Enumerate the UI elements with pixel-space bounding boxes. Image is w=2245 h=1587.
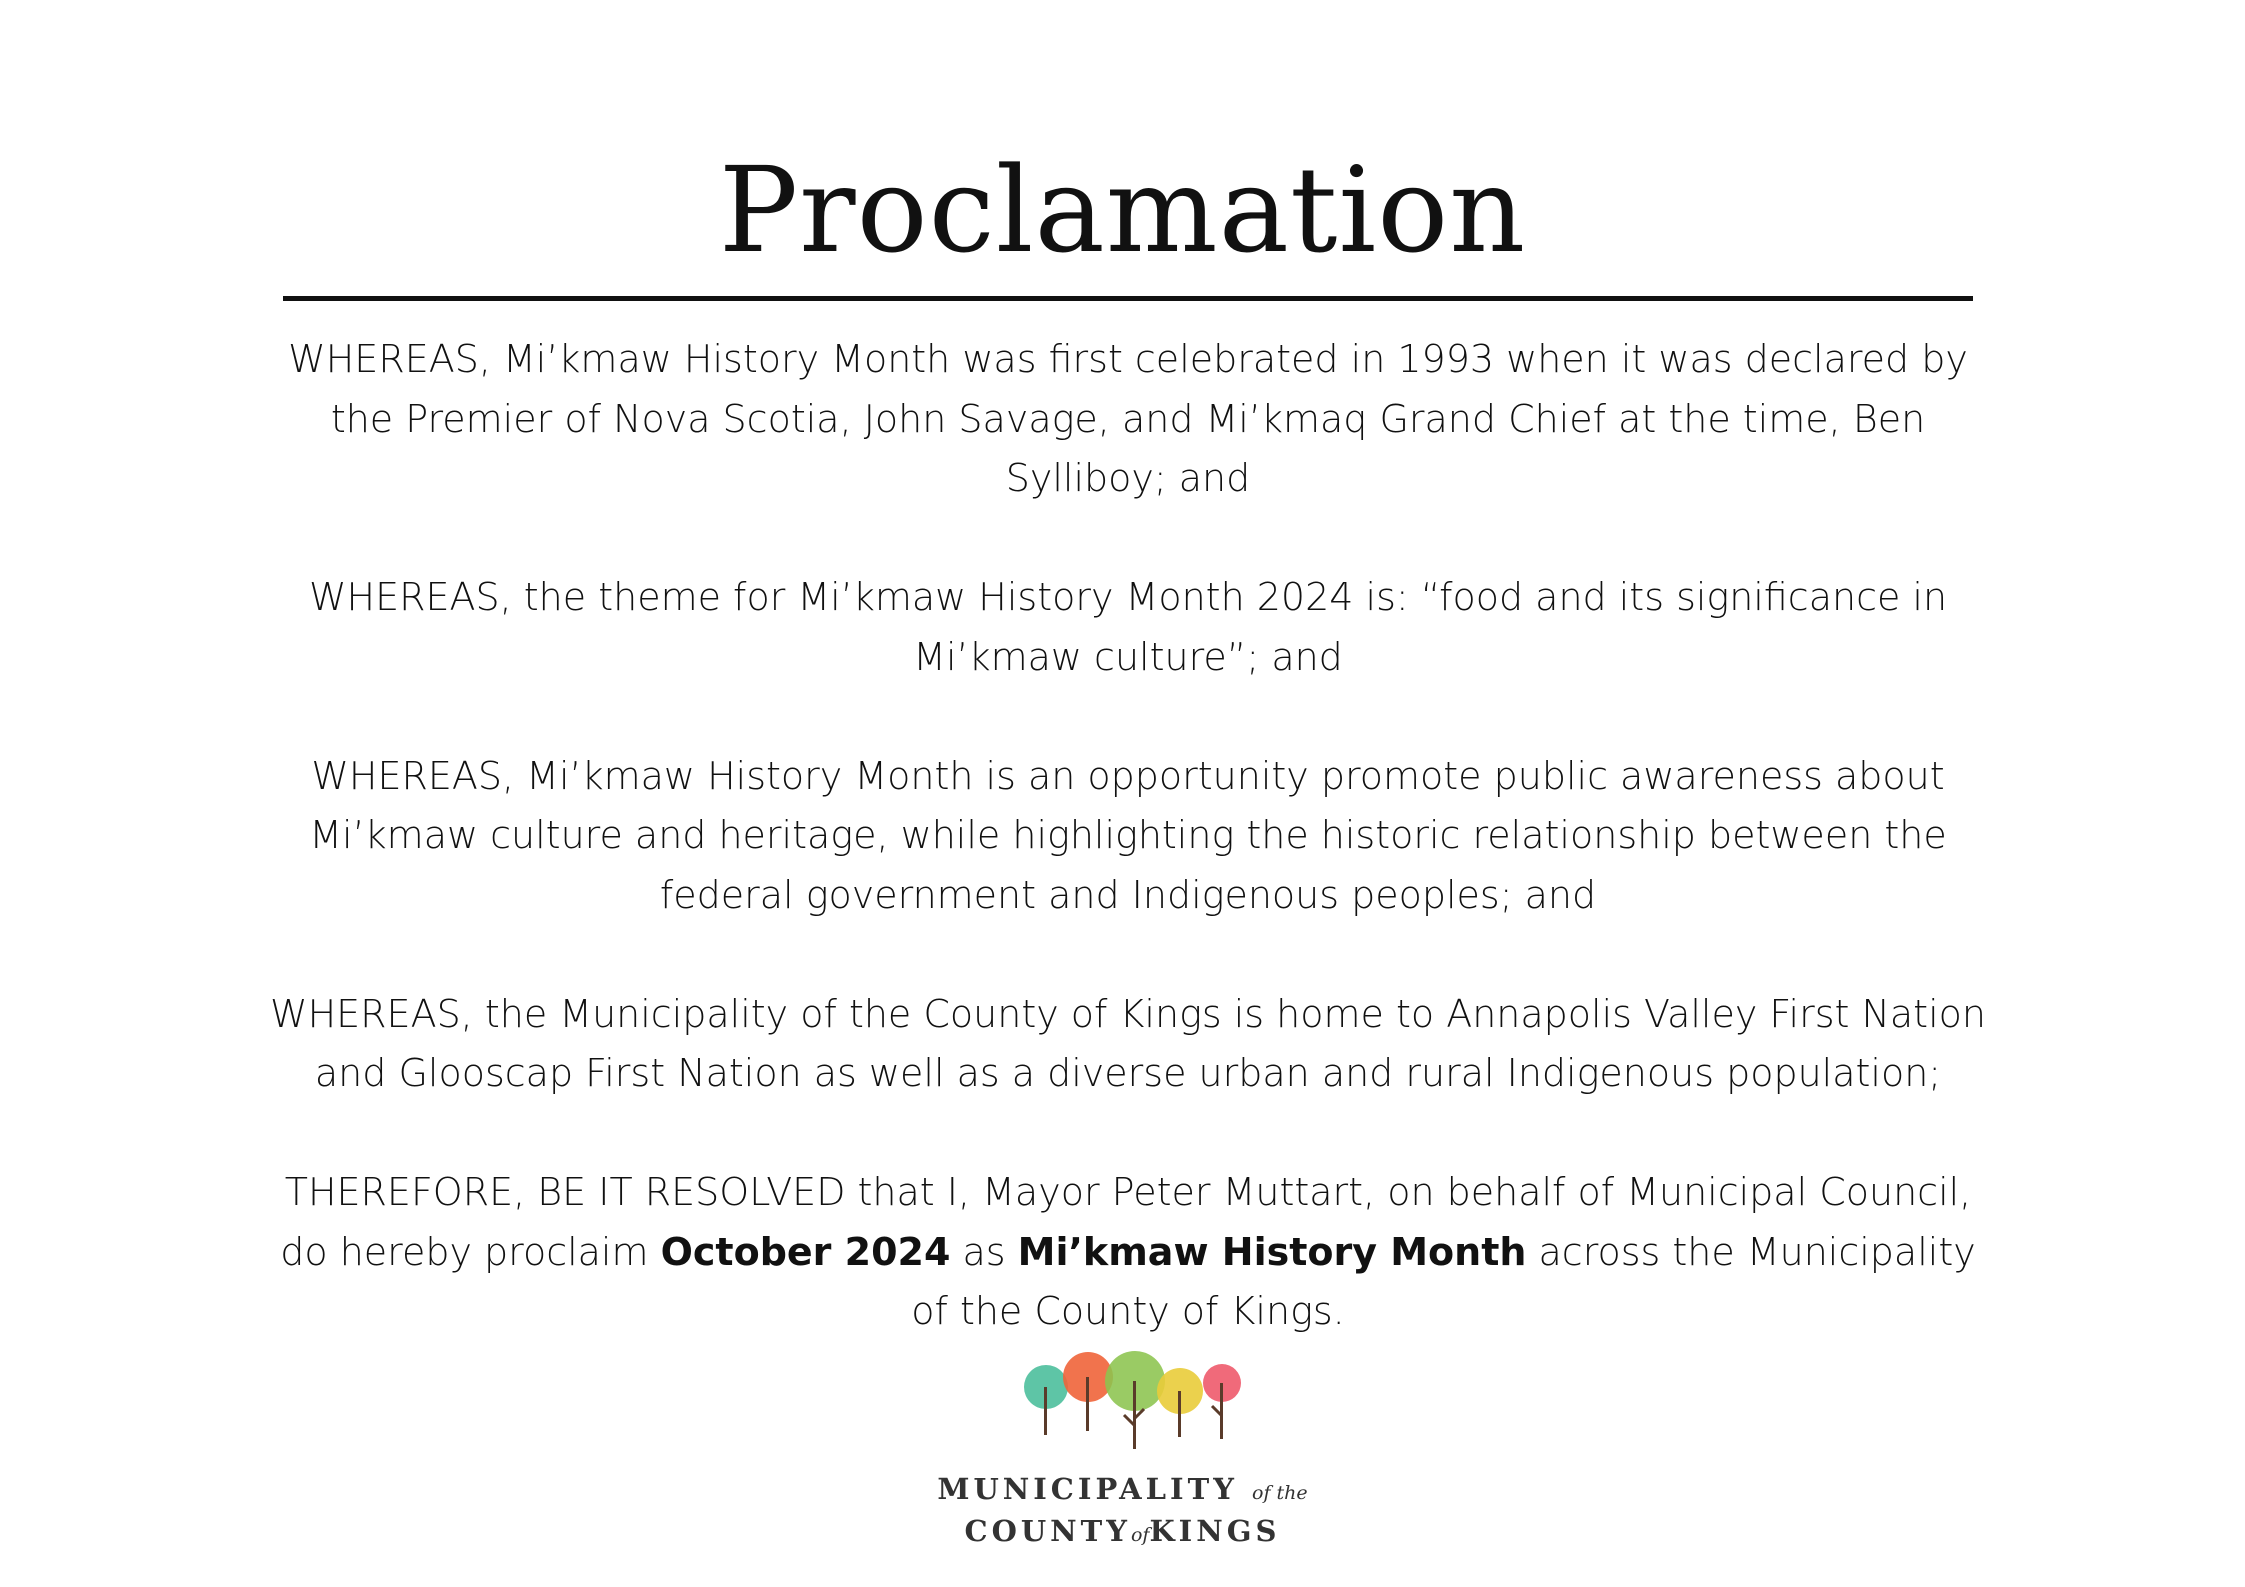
tree-orange [1063,1352,1113,1431]
whereas-paragraph-1: WHEREAS, Mi’kmaw History Month was first celebrated in 1993 when it was declared by the Premier of Nova Scotia, John Savage, and Mi’kmaq Grand Chief at the time, Ben Sylliboy; and [288,337,1968,500]
resolution-month-name: Mi’kmaw History Month [1017,1229,1527,1274]
municipality-logo-wordmark [0,1470,2245,1554]
tree-green [1105,1351,1165,1449]
municipality-logo-trees [1020,1345,1250,1455]
logo-line-1 [0,1470,2245,1512]
tree-yellow [1157,1368,1203,1437]
resolution-text-end: across the Municipality of the County of Kings. [911,1229,1976,1333]
whereas-paragraph-2: WHEREAS, the theme for Mi’kmaw History Month 2024 is: “food and its significance in Mi’kmaw culture”; and [308,575,1948,679]
logo-word-of-the: of the [1252,1482,1308,1504]
title-divider [283,296,1973,301]
resolution-paragraph [270,1163,1986,1342]
logo-word-municipality: MUNICIPALITY [937,1472,1238,1506]
logo-word-of: of [1130,1524,1150,1546]
logo-word-kings: KINGS [1149,1514,1281,1548]
logo-word-county: COUNTY [964,1514,1131,1548]
tree-teal [1024,1365,1068,1435]
whereas-paragraph-4: WHEREAS, the Municipality of the County of Kings is home to Annapolis Valley First Nation and Glooscap First Nation as well as a diverse urban and rural Indigenous population; [270,991,1986,1095]
resolution-date: October 2024 [660,1229,951,1274]
whereas-paragraph-3: WHEREAS, Mi’kmaw History Month is an opportunity promote public awareness about Mi’kmaw culture and heritage, while highlighting the historic relationship between the federal government and Indigenous peoples; and [309,753,1947,917]
resolution-text-start: THEREFORE, BE IT RESOLVED that I, Mayor Peter Muttart, on behalf of Municipal Council, do hereby proclaim [280,1170,1972,1274]
tree-pink [1203,1364,1241,1439]
proclamation-body [270,330,1986,1342]
page-title: Proclamation [718,141,1527,279]
resolution-text-mid: as [950,1229,1018,1274]
logo-line-2 [0,1512,2245,1554]
